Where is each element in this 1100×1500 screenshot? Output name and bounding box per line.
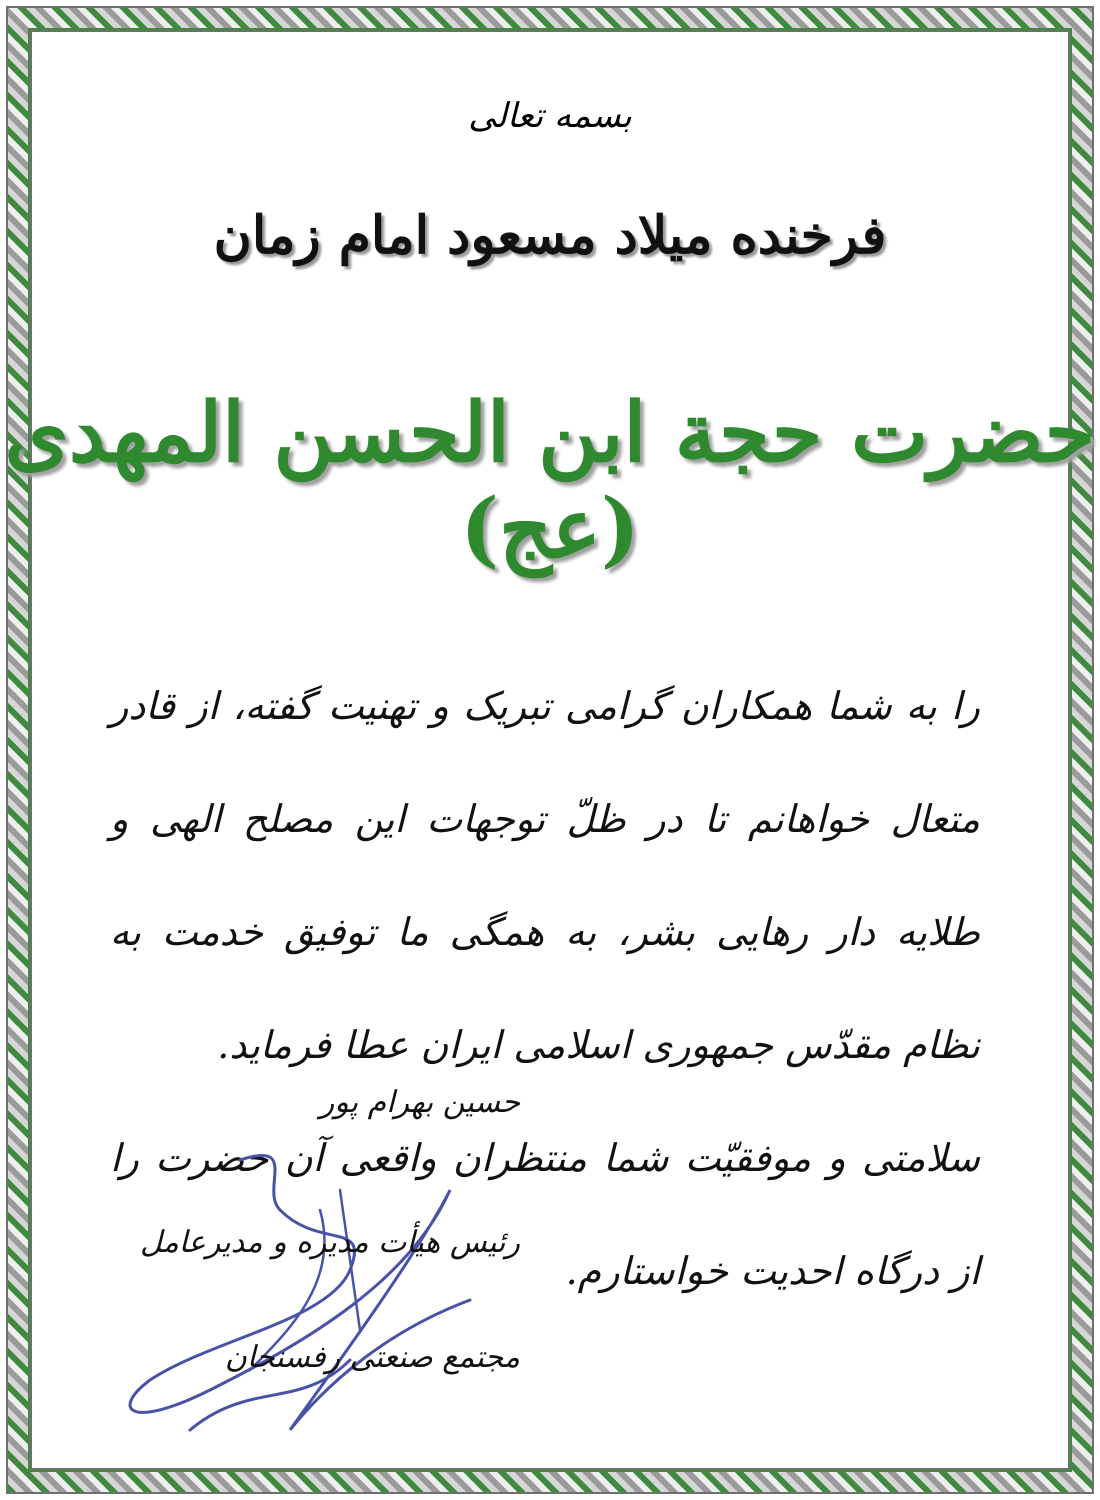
title-line-2: حضرت حجة ابن الحسن المهدی (عج) bbox=[4, 385, 1096, 577]
signatory-organization: مجتمع صنعتی رفسنجان bbox=[224, 1340, 520, 1375]
message-paragraph-1: را به شما همکاران گرامی تبریک و تهنیت گفته، از قادر متعال خواهانم تا در ظلّ توجهات این مصلح الهی و طلایه دار رهایی بشر، به همگی ما توفیق خدمت به نظام مقدّس جمهوری اسلامی ایران عطا فرماید. bbox=[110, 684, 980, 1067]
message-paragraph-2: سلامتی و موفقیّت شما منتظران واقعی آن حضرت را از درگاه احدیت خواستارم. bbox=[110, 1136, 980, 1293]
signature-block bbox=[139, 1085, 520, 1435]
title-line-1: فرخنده میلاد مسعود امام زمان bbox=[213, 205, 887, 266]
invocation-text: بسمه تعالی bbox=[468, 96, 632, 136]
signatory-title: رئیس هیأت مدیره و مدیرعامل bbox=[139, 1225, 520, 1260]
signatory-name: حسین بهرام پور bbox=[319, 1085, 520, 1120]
